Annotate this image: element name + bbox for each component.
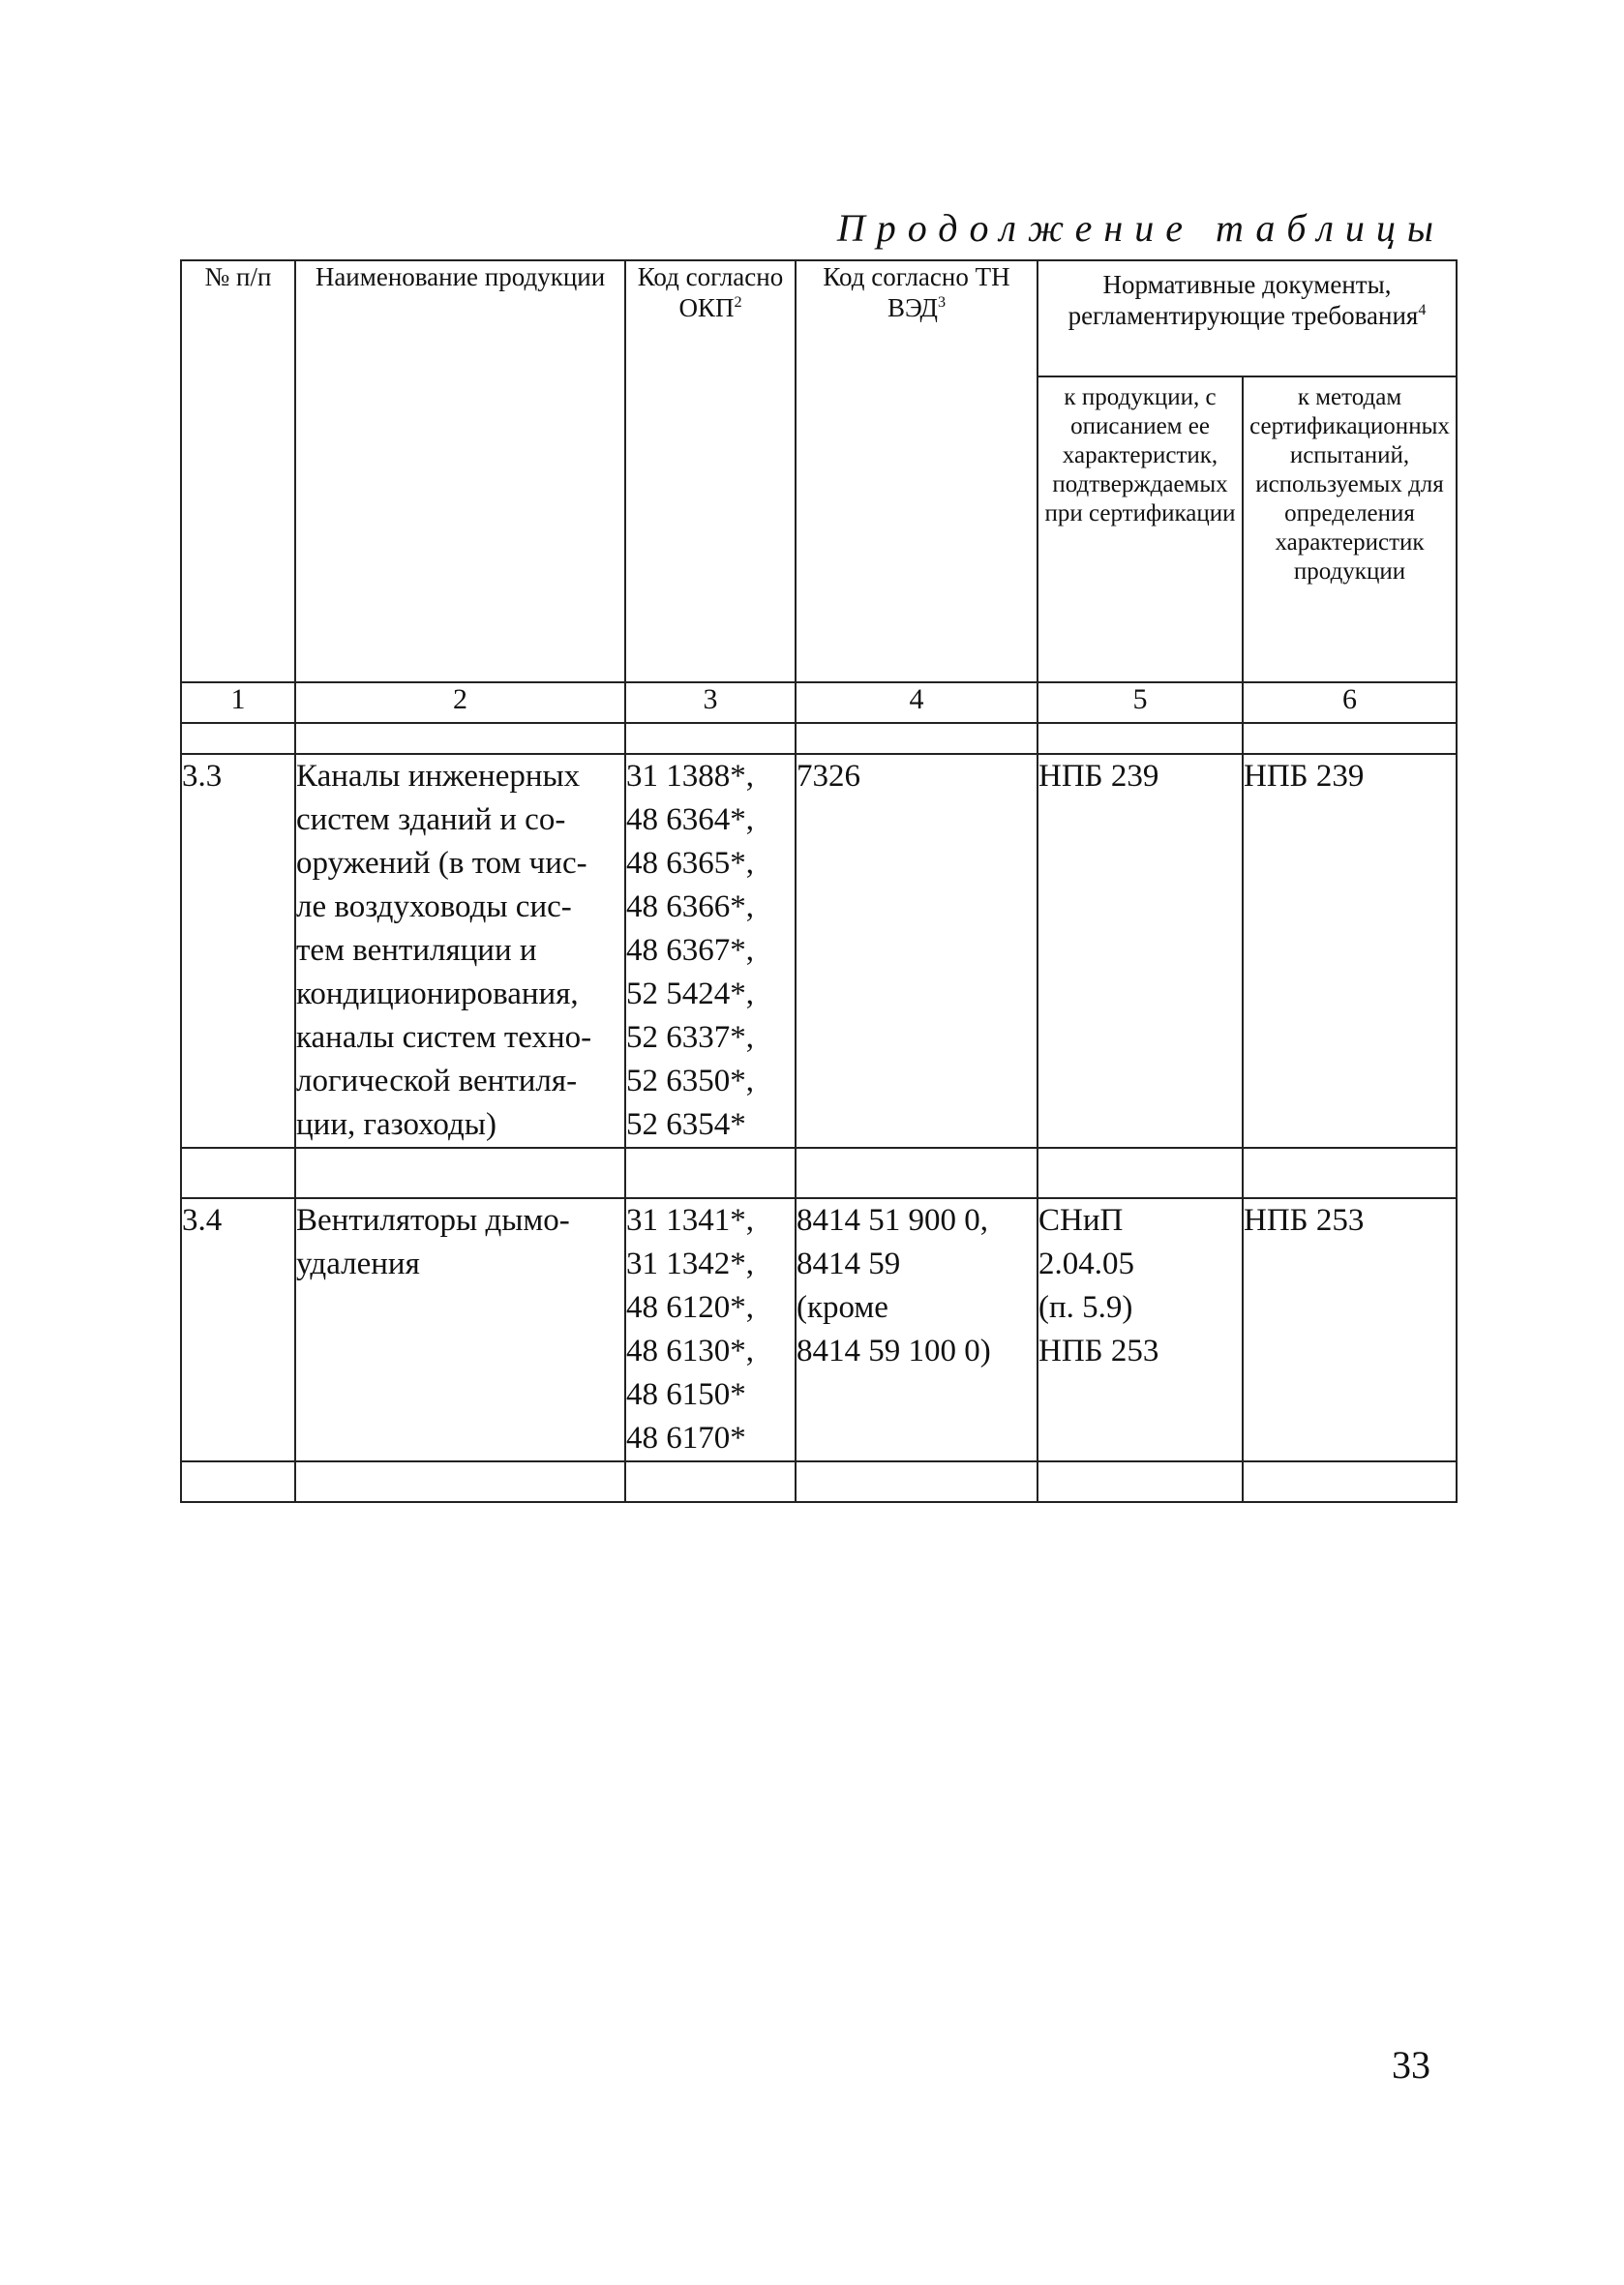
header-num: № п/п — [181, 260, 295, 682]
table-continued-caption: Продолжение таблицы — [836, 206, 1445, 250]
page-number: 33 — [1392, 2043, 1430, 2087]
header-row-top — [181, 260, 1457, 376]
row-okp-codes: 31 1388*, 48 6364*, 48 6365*, 48 6366*, 48 6367*, 52 5424*, 52 6337*, 52 6350*, 52 6354* — [625, 754, 796, 1148]
column-number: 5 — [1038, 682, 1243, 723]
header-tnved: Код согласно ТН ВЭД$^3$ — [796, 260, 1038, 682]
header-okp: Код согласно ОКП$^2$ — [625, 260, 796, 682]
column-number: 6 — [1243, 682, 1457, 723]
products-table — [180, 259, 1458, 1503]
row-tnved: 8414 51 900 0, 8414 59 (кроме 8414 59 100 0) — [796, 1198, 1038, 1461]
column-number: 3 — [625, 682, 796, 723]
table-row — [181, 1198, 1457, 1461]
row-num: 3.3 — [181, 754, 295, 1148]
row-name: Каналы инженерных систем зданий и со- оружений (в том чис- ле воздуховоды сис- тем вентиляции и кондиционирования, каналы систем техно- логической вентиля- ции, газоходы) — [295, 754, 625, 1148]
column-number: 1 — [181, 682, 295, 723]
row-name: Вентиляторы дымо- удаления — [295, 1198, 625, 1461]
row-num: 3.4 — [181, 1198, 295, 1461]
row-doc5: СНиП 2.04.05 (п. 5.9) НПБ 253 — [1038, 1198, 1243, 1461]
row-tnved: 7326 — [796, 754, 1038, 1148]
header-sub5: к продукции, с описанием ее характеристик, подтверждаемых при сертификации — [1038, 376, 1243, 682]
header-sub6: к методам сертификационных испытаний, используемых для определения характеристик продукции — [1243, 376, 1457, 682]
row-doc6: НПБ 239 — [1243, 754, 1457, 1148]
column-number-row — [181, 682, 1457, 723]
row-okp-codes: 31 1341*, 31 1342*, 48 6120*, 48 6130*, 48 6150* 48 6170* — [625, 1198, 796, 1461]
table-row — [181, 754, 1457, 1148]
row-doc6: НПБ 253 — [1243, 1198, 1457, 1461]
header-name: Наименование продукции — [295, 260, 625, 682]
column-number: 2 — [295, 682, 625, 723]
row-doc5: НПБ 239 — [1038, 754, 1243, 1148]
header-normative-group: Нормативные документы, регламентирующие требования$^4$ — [1038, 260, 1457, 376]
column-number: 4 — [796, 682, 1038, 723]
